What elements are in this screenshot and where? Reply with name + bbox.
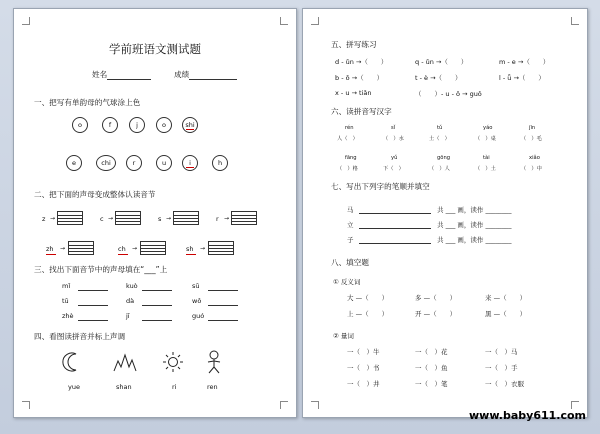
answer-blank[interactable] bbox=[142, 297, 172, 306]
red-underline bbox=[186, 254, 196, 255]
antonym-item[interactable]: 大 —（ ） bbox=[347, 294, 389, 302]
grid-line bbox=[232, 221, 256, 222]
grid-line bbox=[209, 248, 233, 249]
spelling-item[interactable]: b - ō →（ ） bbox=[335, 74, 384, 82]
pinyin-label: rén bbox=[345, 125, 354, 131]
balloon[interactable]: f bbox=[102, 117, 118, 133]
picture-pinyin: shan bbox=[116, 383, 132, 391]
answer-blank[interactable] bbox=[78, 312, 108, 321]
answer-blank[interactable] bbox=[142, 312, 172, 321]
hanzi-blank[interactable]: （ ）中 bbox=[521, 166, 542, 172]
writing-grid[interactable] bbox=[173, 211, 199, 225]
syllable: tū bbox=[62, 297, 69, 305]
grid-line bbox=[69, 248, 93, 249]
antonym-item[interactable]: 上 —（ ） bbox=[347, 310, 389, 318]
arrow-icon: → bbox=[200, 245, 206, 252]
score-label: 成绩 bbox=[174, 70, 190, 79]
syllable: sū bbox=[192, 282, 200, 290]
answer-blank[interactable] bbox=[142, 282, 172, 291]
document-page-left bbox=[13, 8, 297, 418]
section-7-heading: 七、写出下列字的笔顺并填空 bbox=[331, 182, 430, 191]
picture-pinyin: ri bbox=[172, 383, 177, 391]
name-field bbox=[92, 69, 151, 80]
measure-word-item[interactable]: 一（ ）衣服 bbox=[485, 380, 524, 388]
stroke-char: 立 bbox=[347, 221, 354, 229]
pinyin-label: tǔ bbox=[437, 125, 443, 131]
section-8-heading: 八、填空题 bbox=[331, 258, 369, 267]
hanzi-blank[interactable]: （ ）人 bbox=[429, 166, 450, 172]
mountain-icon bbox=[112, 351, 138, 373]
measure-word-heading: ② 量词 bbox=[333, 332, 354, 340]
grid-line bbox=[116, 218, 140, 219]
grid-line bbox=[141, 245, 165, 246]
picture-pinyin: yue bbox=[68, 383, 80, 391]
balloon[interactable]: o bbox=[72, 117, 88, 133]
balloon[interactable]: e bbox=[66, 155, 82, 171]
score-blank[interactable] bbox=[189, 71, 237, 80]
syllable: zhè bbox=[62, 312, 74, 320]
grid-line bbox=[141, 251, 165, 252]
syllable: jī bbox=[126, 312, 130, 320]
watermark-text: www.baby611.com bbox=[469, 409, 586, 422]
answer-blank[interactable] bbox=[78, 297, 108, 306]
writing-grid[interactable] bbox=[115, 211, 141, 225]
writing-grid[interactable] bbox=[208, 241, 234, 255]
grid-line bbox=[58, 218, 82, 219]
grid-line bbox=[58, 215, 82, 216]
section-6-heading: 六、读拼音写汉字 bbox=[331, 107, 392, 116]
writing-grid[interactable] bbox=[68, 241, 94, 255]
initial-label: ch bbox=[118, 245, 126, 253]
initial-label: s bbox=[158, 215, 162, 223]
pinyin-label: gōng bbox=[437, 155, 451, 161]
syllable: guó bbox=[192, 312, 205, 320]
measure-word-item[interactable]: 一（ ）书 bbox=[347, 364, 380, 372]
arrow-icon: → bbox=[60, 245, 66, 252]
balloon[interactable]: h bbox=[212, 155, 228, 171]
writing-grid[interactable] bbox=[231, 211, 257, 225]
spelling-item[interactable]: x - u → tiǎn bbox=[335, 89, 372, 97]
measure-word-item[interactable]: 一（ ）牛 bbox=[347, 348, 380, 356]
balloon[interactable]: u bbox=[156, 155, 172, 171]
pinyin-label: fāng bbox=[345, 155, 357, 161]
initial-label: z bbox=[42, 215, 46, 223]
grid-line bbox=[174, 218, 198, 219]
stroke-order-blank[interactable] bbox=[359, 205, 431, 214]
grid-line bbox=[232, 218, 256, 219]
red-underline bbox=[186, 129, 194, 130]
grid-line bbox=[232, 215, 256, 216]
answer-blank[interactable] bbox=[208, 312, 238, 321]
moon-icon bbox=[61, 351, 83, 373]
grid-line bbox=[116, 215, 140, 216]
arrow-icon: → bbox=[224, 215, 230, 222]
writing-grid[interactable] bbox=[57, 211, 83, 225]
section-2-heading: 二、把下面的声母变成整体认读音节 bbox=[34, 190, 156, 199]
measure-word-item[interactable]: 一（ ）井 bbox=[347, 380, 380, 388]
grid-line bbox=[209, 245, 233, 246]
score-field bbox=[174, 69, 237, 80]
page-corner-mark bbox=[571, 401, 579, 409]
measure-word-item[interactable]: 一（ ）花 bbox=[415, 348, 448, 356]
balloon[interactable]: o bbox=[156, 117, 172, 133]
answer-blank[interactable] bbox=[208, 297, 238, 306]
antonym-item[interactable]: 黑 —（ ） bbox=[485, 310, 527, 318]
person-icon bbox=[204, 350, 224, 374]
page-corner-mark bbox=[22, 17, 30, 25]
page-corner-mark bbox=[280, 401, 288, 409]
stroke-order-blank[interactable] bbox=[359, 235, 431, 244]
stroke-question: 共 ___ 画，读作 ________ bbox=[437, 221, 512, 229]
spelling-item[interactable]: q - ǔn →（ ） bbox=[415, 58, 468, 66]
syllable: mǐ bbox=[62, 282, 71, 290]
measure-word-item[interactable]: 一（ ）鱼 bbox=[415, 364, 448, 372]
red-underline bbox=[46, 254, 56, 255]
grid-line bbox=[209, 251, 233, 252]
name-label: 姓名 bbox=[92, 70, 108, 79]
hanzi-blank[interactable]: （ ）格 bbox=[337, 166, 358, 172]
grid-line bbox=[174, 221, 198, 222]
grid-line bbox=[174, 215, 198, 216]
syllable: kuò bbox=[126, 282, 138, 290]
stroke-question: 共 ___ 画，读作 ________ bbox=[437, 206, 512, 214]
syllable: dà bbox=[126, 297, 135, 305]
antonym-item[interactable]: 来 —（ ） bbox=[485, 294, 527, 302]
section-1-heading: 一、把写有单韵母的气球涂上色 bbox=[34, 98, 141, 107]
spelling-item[interactable]: m - e →（ ） bbox=[499, 58, 550, 66]
document-page-right bbox=[302, 8, 588, 418]
picture-pinyin: ren bbox=[207, 383, 218, 391]
balloon[interactable]: r bbox=[126, 155, 142, 171]
page-corner-mark bbox=[280, 17, 288, 25]
page-corner-mark bbox=[311, 401, 319, 409]
hanzi-blank[interactable]: 人（ ） bbox=[337, 136, 358, 142]
spelling-item[interactable]: （ ）- u - ǒ → guǒ bbox=[415, 90, 482, 98]
arrow-icon: → bbox=[108, 215, 114, 222]
name-blank[interactable] bbox=[107, 71, 151, 80]
balloon[interactable]: i bbox=[182, 155, 198, 171]
grid-line bbox=[69, 251, 93, 252]
antonym-item[interactable]: 多 —（ ） bbox=[415, 294, 457, 302]
writing-grid[interactable] bbox=[140, 241, 166, 255]
syllable: wǒ bbox=[192, 297, 202, 305]
red-underline bbox=[118, 254, 128, 255]
measure-word-item[interactable]: 一（ ）笔 bbox=[415, 380, 448, 388]
page-corner-mark bbox=[311, 17, 319, 25]
pinyin-label: yǔ bbox=[391, 155, 398, 161]
antonym-item[interactable]: 开 —（ ） bbox=[415, 310, 457, 318]
grid-line bbox=[69, 245, 93, 246]
hanzi-blank[interactable]: 下（ ） bbox=[383, 166, 404, 172]
grid-line bbox=[58, 221, 82, 222]
balloon[interactable]: chi bbox=[96, 155, 116, 171]
section-3-heading: 三、找出下面音节中的声母填在“___”上 bbox=[34, 265, 168, 274]
sun-icon bbox=[162, 351, 184, 373]
measure-word-item[interactable]: 一（ ）马 bbox=[485, 348, 518, 356]
balloon[interactable]: j bbox=[129, 117, 145, 133]
hanzi-blank[interactable]: （ ）毛 bbox=[521, 136, 542, 142]
measure-word-item[interactable]: 一（ ）手 bbox=[485, 364, 518, 372]
answer-blank[interactable] bbox=[208, 282, 238, 291]
page-corner-mark bbox=[571, 17, 579, 25]
spelling-item[interactable]: l - ǖ →（ ） bbox=[499, 74, 545, 82]
initial-label: c bbox=[100, 215, 104, 223]
red-underline bbox=[186, 167, 194, 168]
arrow-icon: → bbox=[50, 215, 56, 222]
pinyin-label: jīn bbox=[529, 125, 536, 131]
hanzi-blank[interactable]: （ ）桌 bbox=[475, 136, 496, 142]
pinyin-label: sǐ bbox=[391, 125, 396, 131]
answer-blank[interactable] bbox=[78, 282, 108, 291]
spelling-item[interactable]: t - è →（ ） bbox=[415, 74, 462, 82]
page-corner-mark bbox=[22, 401, 30, 409]
pinyin-label: yáo bbox=[483, 125, 493, 131]
stroke-char: 马 bbox=[347, 206, 354, 214]
balloon[interactable]: shi bbox=[182, 117, 198, 133]
hanzi-blank[interactable]: 土（ ） bbox=[429, 136, 450, 142]
stroke-char: 子 bbox=[347, 236, 354, 244]
spelling-item[interactable]: d - ǔn →（ ） bbox=[335, 58, 388, 66]
grid-line bbox=[141, 248, 165, 249]
grid-line bbox=[116, 221, 140, 222]
hanzi-blank[interactable]: （ ）土 bbox=[475, 166, 496, 172]
pinyin-label: xiǎo bbox=[529, 155, 540, 161]
initial-label: zh bbox=[46, 245, 54, 253]
arrow-icon: → bbox=[132, 245, 138, 252]
initial-label: sh bbox=[186, 245, 194, 253]
section-5-heading: 五、拼写练习 bbox=[331, 40, 377, 49]
hanzi-blank[interactable]: （ ）水 bbox=[383, 136, 404, 142]
section-4-heading: 四、看图读拼音并标上声调 bbox=[34, 332, 126, 341]
antonym-heading: ① 反义词 bbox=[333, 278, 361, 286]
arrow-icon: → bbox=[166, 215, 172, 222]
initial-label: r bbox=[216, 215, 219, 223]
page-title: 学前班语文测试题 bbox=[109, 42, 201, 56]
stroke-question: 共 ___ 画，读作 ________ bbox=[437, 236, 512, 244]
stroke-order-blank[interactable] bbox=[359, 220, 431, 229]
pinyin-label: tài bbox=[483, 155, 490, 161]
